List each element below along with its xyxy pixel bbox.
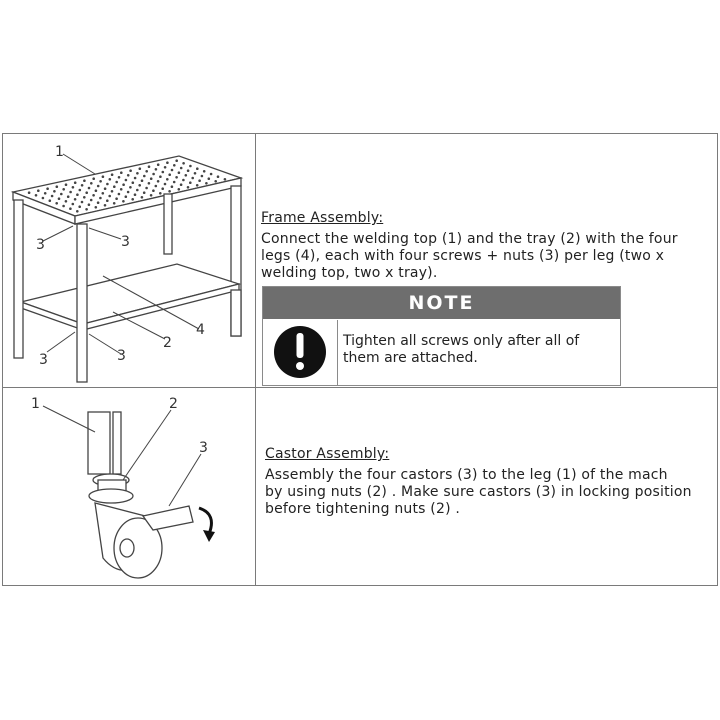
callout-4: 4 bbox=[196, 322, 205, 338]
frame-assembly-section bbox=[261, 210, 711, 282]
tabletop-hole bbox=[69, 207, 72, 210]
tabletop-hole bbox=[161, 187, 164, 190]
tabletop-hole bbox=[127, 174, 130, 177]
tabletop-hole bbox=[37, 189, 40, 192]
frame-line: welding top, two x tray). bbox=[261, 265, 438, 281]
tabletop-hole bbox=[143, 191, 146, 194]
tabletop-hole bbox=[196, 184, 199, 187]
welding-table-drawing bbox=[3, 134, 255, 387]
tabletop-hole bbox=[92, 177, 95, 180]
tabletop-hole bbox=[28, 191, 31, 194]
callout-3: 3 bbox=[121, 234, 130, 250]
tabletop-hole bbox=[62, 188, 65, 191]
tabletop-hole bbox=[201, 175, 204, 178]
tabletop-hole bbox=[79, 189, 82, 192]
tabletop-hole bbox=[134, 193, 137, 196]
note-line: Tighten all screws only after all of bbox=[343, 333, 580, 349]
tabletop-hole bbox=[55, 202, 58, 205]
tabletop-hole bbox=[65, 183, 68, 186]
tabletop-hole bbox=[115, 197, 118, 200]
tabletop-hole bbox=[152, 189, 155, 192]
tabletop-hole bbox=[178, 188, 181, 191]
tabletop-hole bbox=[97, 201, 100, 204]
tabletop-hole bbox=[99, 180, 102, 183]
tabletop-hole bbox=[92, 194, 95, 197]
tabletop-hole bbox=[166, 161, 169, 164]
tabletop-hole bbox=[155, 185, 158, 188]
frame-assembly-heading: Frame Assembly: bbox=[261, 210, 384, 226]
castor-illustration bbox=[3, 388, 255, 585]
tabletop-hole bbox=[76, 193, 79, 196]
tabletop-hole bbox=[104, 204, 107, 207]
callout-3: 3 bbox=[117, 348, 126, 364]
tabletop-hole bbox=[108, 195, 111, 198]
leg-lower-right bbox=[231, 290, 241, 336]
tabletop-hole bbox=[210, 173, 213, 176]
rotation-arrow-icon bbox=[199, 508, 211, 534]
tabletop-hole bbox=[138, 184, 141, 187]
instruction-grid bbox=[2, 133, 718, 586]
tabletop-hole bbox=[51, 195, 54, 198]
tabletop-hole bbox=[162, 171, 165, 174]
tabletop-hole bbox=[95, 206, 98, 209]
tabletop-hole bbox=[180, 167, 183, 170]
tabletop-hole bbox=[180, 183, 183, 186]
tabletop-hole bbox=[164, 166, 167, 169]
back-leg-left bbox=[164, 194, 172, 254]
tabletop-hole bbox=[185, 174, 188, 177]
leg-drawing bbox=[88, 412, 110, 474]
tabletop-hole bbox=[111, 190, 114, 193]
tabletop-hole bbox=[90, 182, 93, 185]
castor-plate bbox=[89, 489, 133, 503]
tabletop-hole bbox=[148, 165, 151, 168]
exclamation-icon bbox=[263, 320, 337, 384]
note-line: them are attached. bbox=[343, 350, 478, 366]
tabletop-hole bbox=[189, 181, 192, 184]
tabletop-hole bbox=[85, 208, 88, 211]
note-box bbox=[262, 286, 621, 386]
tabletop-hole bbox=[217, 175, 220, 178]
frame-line: legs (4), each with four screws + nuts (3) per leg (two x bbox=[261, 248, 665, 264]
tabletop-hole bbox=[122, 183, 125, 186]
tabletop-hole bbox=[164, 183, 167, 186]
tabletop-hole bbox=[194, 172, 197, 175]
tabletop-hole bbox=[178, 171, 181, 174]
tabletop-hole bbox=[78, 205, 81, 208]
tabletop-hole bbox=[187, 169, 190, 172]
castor-line: Assembly the four castors (3) to the leg (1) of the mach bbox=[265, 467, 668, 483]
tabletop-hole bbox=[127, 191, 130, 194]
tabletop-hole bbox=[95, 189, 98, 192]
tabletop-hole bbox=[72, 203, 75, 206]
tabletop-hole bbox=[56, 185, 59, 188]
tabletop-hole bbox=[136, 172, 139, 175]
tabletop-hole bbox=[143, 175, 146, 178]
tabletop-hole bbox=[159, 175, 162, 178]
tabletop-hole bbox=[109, 178, 112, 181]
tabletop-hole bbox=[113, 202, 116, 205]
tabletop-hole bbox=[85, 191, 88, 194]
note-icon-box bbox=[263, 320, 338, 385]
tabletop-hole bbox=[129, 169, 132, 172]
tabletop-hole bbox=[88, 187, 91, 190]
tabletop-hole bbox=[182, 162, 185, 165]
tabletop-hole bbox=[198, 179, 201, 182]
callout-1: 1 bbox=[55, 144, 64, 160]
wheel-hub bbox=[120, 539, 134, 557]
callout-2: 2 bbox=[163, 335, 172, 351]
tabletop-hole bbox=[72, 186, 75, 189]
tabletop-hole bbox=[145, 187, 148, 190]
tabletop-hole bbox=[187, 186, 190, 189]
tabletop-hole bbox=[120, 171, 123, 174]
castor-drawing bbox=[3, 388, 255, 585]
tabletop-hole bbox=[175, 176, 178, 179]
tabletop-hole bbox=[83, 179, 86, 182]
tabletop-hole bbox=[42, 197, 45, 200]
tabletop-hole bbox=[150, 177, 153, 180]
tabletop-hole bbox=[125, 195, 128, 198]
castor-callout-1: 1 bbox=[31, 396, 40, 412]
tabletop-hole bbox=[150, 194, 153, 197]
tabletop-hole bbox=[168, 173, 171, 176]
tabletop-hole bbox=[62, 205, 65, 208]
tabletop-hole bbox=[148, 182, 151, 185]
tabletop-hole bbox=[171, 185, 174, 188]
castor-assembly-section bbox=[265, 446, 715, 518]
column-divider bbox=[255, 134, 256, 585]
tabletop-hole bbox=[120, 188, 123, 191]
tabletop-hole bbox=[115, 181, 118, 184]
arrow-head-icon bbox=[203, 530, 215, 542]
tabletop-hole bbox=[106, 183, 109, 186]
tabletop-hole bbox=[35, 194, 38, 197]
tabletop-hole bbox=[58, 197, 61, 200]
tabletop-hole bbox=[129, 186, 132, 189]
tabletop-hole bbox=[49, 199, 52, 202]
tabletop-hole bbox=[53, 190, 56, 193]
tabletop-hole bbox=[102, 192, 105, 195]
frame-line: Connect the welding top (1) and the tray (2) with the four bbox=[261, 231, 678, 247]
front-leg-front bbox=[77, 224, 87, 382]
callout-3: 3 bbox=[36, 237, 45, 253]
lock-pedal bbox=[143, 506, 193, 530]
tabletop-hole bbox=[81, 201, 84, 204]
tabletop-hole bbox=[74, 198, 77, 201]
tabletop-hole bbox=[141, 196, 144, 199]
tabletop-hole bbox=[173, 181, 176, 184]
tabletop-hole bbox=[224, 178, 227, 181]
tabletop-hole bbox=[205, 182, 208, 185]
tabletop-hole bbox=[102, 175, 105, 178]
tabletop-hole bbox=[159, 192, 162, 195]
tabletop-hole bbox=[104, 187, 107, 190]
tabletop-hole bbox=[97, 185, 100, 188]
tabletop-hole bbox=[81, 184, 84, 187]
tabletop-hole bbox=[118, 193, 121, 196]
tabletop-hole bbox=[139, 167, 142, 170]
tabletop-hole bbox=[60, 193, 63, 196]
tabletop-hole bbox=[189, 165, 192, 168]
callout-3: 3 bbox=[39, 352, 48, 368]
tabletop-hole bbox=[90, 199, 93, 202]
tabletop-hole bbox=[88, 203, 91, 206]
tabletop-hole bbox=[99, 197, 102, 200]
tabletop-hole bbox=[157, 163, 160, 166]
tabletop-hole bbox=[208, 177, 211, 180]
castor-line: by using nuts (2) . Make sure castors (3) in locking position bbox=[265, 484, 692, 500]
tabletop-hole bbox=[155, 168, 158, 171]
tabletop-hole bbox=[214, 180, 217, 183]
tabletop-hole bbox=[203, 170, 206, 173]
front-leg-left bbox=[14, 200, 23, 358]
tabletop-hole bbox=[106, 199, 109, 202]
tabletop-hole bbox=[122, 200, 125, 203]
tabletop-hole bbox=[46, 187, 49, 190]
tabletop-hole bbox=[76, 210, 79, 213]
tabletop-hole bbox=[69, 191, 72, 194]
castor-assembly-text bbox=[265, 467, 715, 518]
tabletop-hole bbox=[182, 179, 185, 182]
tabletop-hole bbox=[152, 173, 155, 176]
castor-callout-3: 3 bbox=[199, 440, 208, 456]
tabletop-hole bbox=[166, 178, 169, 181]
tabletop-hole bbox=[145, 170, 148, 173]
tabletop-hole bbox=[131, 198, 134, 201]
tabletop-hole bbox=[134, 177, 137, 180]
tabletop-hole bbox=[83, 196, 86, 199]
frame-assembly-text bbox=[261, 231, 711, 282]
tabletop-hole bbox=[168, 190, 171, 193]
tabletop-hole bbox=[113, 185, 116, 188]
tabletop-hole bbox=[136, 189, 139, 192]
note-title: NOTE bbox=[263, 287, 620, 319]
note-body bbox=[263, 320, 620, 385]
tabletop-hole bbox=[111, 173, 114, 176]
tabletop-hole bbox=[157, 180, 160, 183]
tabletop-hole bbox=[196, 167, 199, 170]
leg-side bbox=[113, 412, 121, 474]
frame-illustration bbox=[3, 134, 255, 387]
tabletop-hole bbox=[132, 181, 135, 184]
tabletop-hole bbox=[125, 179, 128, 182]
castor-assembly-heading: Castor Assembly: bbox=[265, 446, 390, 462]
tabletop-hole bbox=[141, 179, 144, 182]
tabletop-hole bbox=[173, 164, 176, 167]
tabletop-hole bbox=[118, 176, 121, 179]
tabletop-hole bbox=[74, 181, 77, 184]
castor-line: before tightening nuts (2) . bbox=[265, 501, 461, 517]
tabletop-hole bbox=[65, 200, 68, 203]
tabletop-hole bbox=[175, 159, 178, 162]
tabletop-hole bbox=[67, 195, 70, 198]
tabletop-hole bbox=[171, 169, 174, 172]
tabletop-hole bbox=[44, 192, 47, 195]
note-text bbox=[343, 333, 579, 367]
castor-callout-2: 2 bbox=[169, 396, 178, 412]
tabletop-hole bbox=[191, 177, 194, 180]
